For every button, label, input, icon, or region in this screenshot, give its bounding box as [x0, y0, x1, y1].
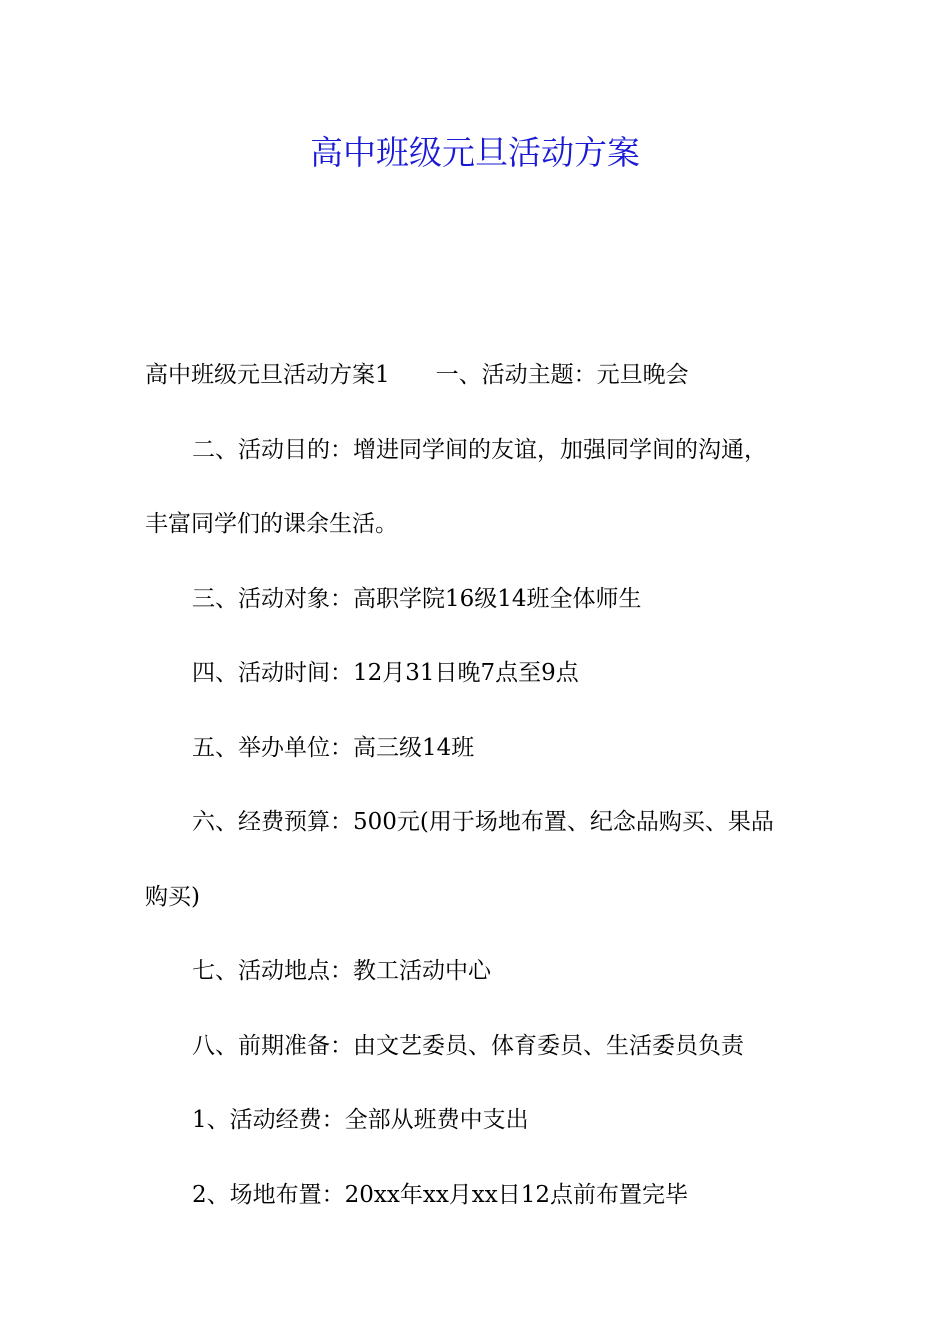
paragraph-line: 四、活动时间：12月31日晚7点至9点 [192, 660, 579, 686]
paragraph-line: 五、举办单位：高三级14班 [192, 734, 475, 761]
paragraph-line: 丰富同学们的课余生活。 [145, 511, 398, 537]
section-heading: 高中班级元旦活动方案1 [145, 362, 390, 388]
paragraph-line: 六、经费预算：500元(用于场地布置、纪念品购买、果品 [192, 809, 774, 835]
paragraph-line: 七、活动地点：教工活动中心 [192, 958, 491, 984]
paragraph-line: 2、场地布置：20xx年xx月xx日12点前布置完毕 [192, 1181, 688, 1208]
paragraph-line: 三、活动对象：高职学院16级14班全体师生 [192, 585, 642, 612]
first-line [145, 338, 810, 413]
paragraph-line: 八、前期准备：由文艺委员、体育委员、生活委员负责 [192, 1032, 744, 1059]
theme-line: 一、活动主题：元旦晚会 [435, 362, 689, 388]
document-title: 高中班级元旦活动方案 [310, 133, 640, 172]
document-body [145, 338, 810, 1232]
paragraph-line: 二、活动目的：增进同学间的友谊，加强同学间的沟通， [192, 436, 767, 463]
paragraph-line: 1、活动经费：全部从班费中支出 [192, 1107, 529, 1133]
paragraph-line: 购买) [145, 883, 200, 910]
